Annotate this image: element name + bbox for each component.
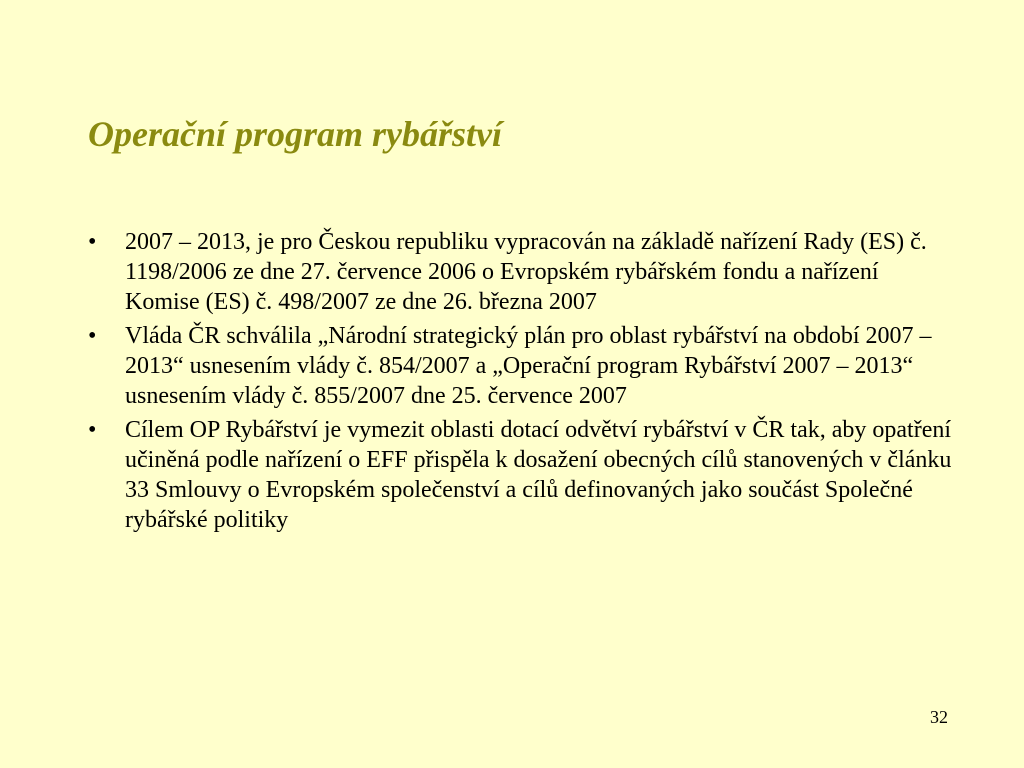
bullet-item bbox=[88, 227, 958, 317]
bullet-list bbox=[88, 227, 958, 539]
bullet-dot-icon: • bbox=[88, 417, 97, 443]
slide-number: 32 bbox=[930, 707, 948, 727]
slide-title: Operační program rybářství bbox=[88, 114, 502, 154]
bullet-dot-icon: • bbox=[88, 229, 97, 255]
bullet-item bbox=[88, 321, 958, 411]
bullet-text: 2007 – 2013, je pro Českou republiku vypracován na základě nařízení Rady (ES) č. 1198/2006 ze dne 27. července 2006 o Evropském rybářském fondu a nařízení Komise (ES) č. 498/2007 ze dne 26. března 2007 bbox=[125, 229, 927, 315]
bullet-dot-icon: • bbox=[88, 323, 97, 349]
bullet-text: Vláda ČR schválila „Národní strategický plán pro oblast rybářství na období 2007 – 2013“ usnesením vlády č. 854/2007 a „Operační program Rybářství 2007 – 2013“ usnesením vlády č. 855/2007 dne 25. července 2007 bbox=[125, 323, 932, 409]
bullet-item bbox=[88, 415, 958, 535]
bullet-text: Cílem OP Rybářství je vymezit oblasti dotací odvětví rybářství v ČR tak, aby opatření učiněná podle nařízení o EFF přispěla k dosažení obecných cílů stanovených v článku 33 Smlouvy o Evropském společenství a cílů definovaných jako součást Společné rybářské politiky bbox=[125, 417, 952, 533]
